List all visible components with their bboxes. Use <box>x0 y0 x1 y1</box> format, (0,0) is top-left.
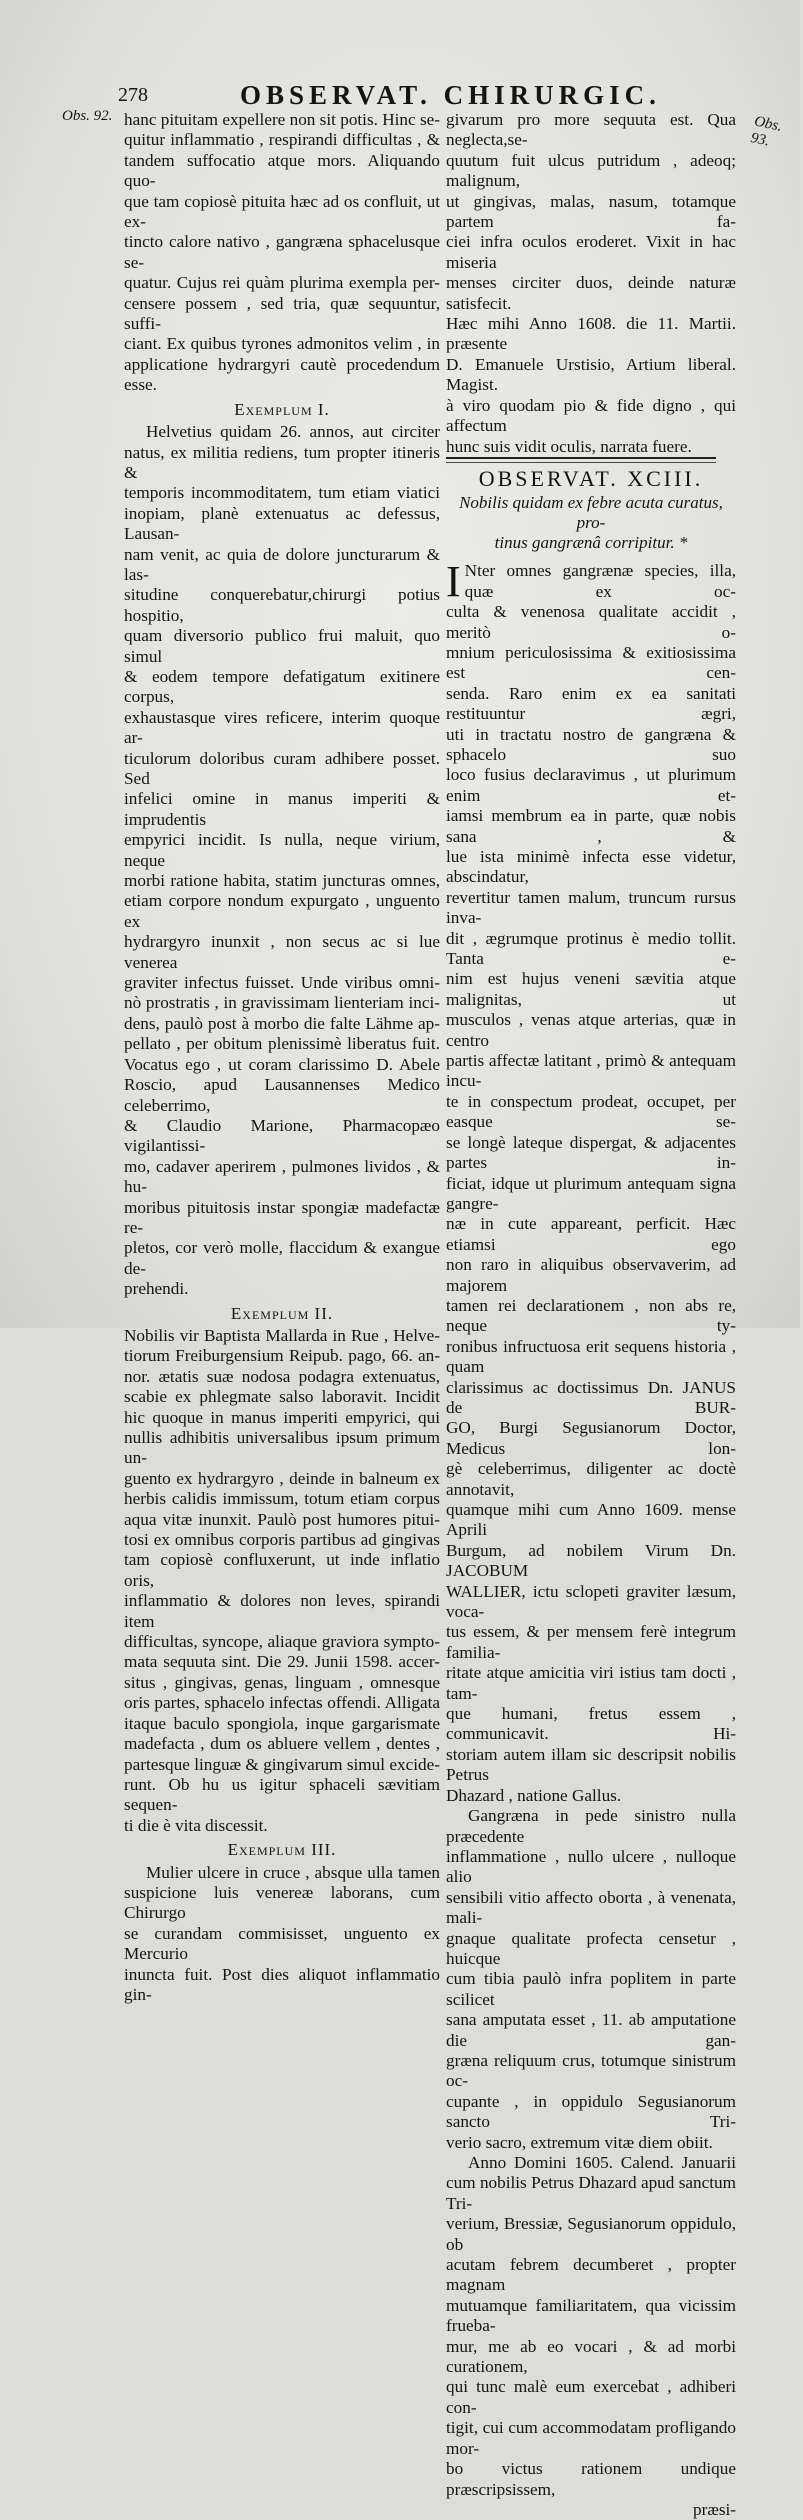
text-line: cum nobilis Petrus Dhazard apud sanctum Tri- <box>446 2173 736 2213</box>
text-line: bo victus rationem undique præscripsissem, <box>446 2459 736 2499</box>
text-line: Roscio, apud Lausannenses Medico celeberrimo, <box>124 1075 440 1115</box>
text-line: quutum fuit ulcus putridum , adeoq; malignum, <box>446 150 736 191</box>
text-line: græna reliquum crus, totumque sinistrum oc- <box>446 2050 736 2091</box>
observation-paragraph-1 <box>446 557 736 1806</box>
text-line: hunc suis vidit oculis, narrata fuere. <box>446 436 692 456</box>
observation-paragraph-2 <box>446 1806 736 2153</box>
text-line: revertitur tamen malum, truncum rursus inva- <box>446 887 736 928</box>
text-line: ut gingivas, malas, nasum, totamque partem fa- <box>446 191 736 232</box>
text-line: cum tibia paulò infra poplitem in parte scilicet <box>446 1969 736 2009</box>
text-line: quamque mihi cum Anno 1609. mense Aprili <box>446 1500 736 1540</box>
text-line: nor. ætatis suæ nodosa podagra extenuatus, <box>124 1366 440 1386</box>
text-line: Vocatus ego , ut coram clarissimo D. Abele <box>124 1054 440 1074</box>
text-line: D. Emanuele Urstisio, Artium liberal. Magist. <box>446 354 736 395</box>
text-line: mur, me ab eo vocari , & ad morbi curationem, <box>446 2336 736 2377</box>
text-line: madefacta , dum os abluere vellem , dentes , <box>124 1734 440 1754</box>
text-line: nim est hujus veneni sævitia atque malignitas, ut <box>446 969 736 1009</box>
text-line: temporis incommoditatem, tum etiam viatici <box>124 483 440 503</box>
text-line: WALLIER, ictu sclopeti graviter læsum, voca- <box>446 1581 736 1622</box>
text-line: graviter infectus fuisset. Unde viribus omni- <box>124 973 440 993</box>
text-line: empyrici incidit. Is nulla, neque virium, neque <box>124 830 440 870</box>
text-line: givarum pro more sequuta est. Qua neglecta,se- <box>446 110 736 150</box>
text-line: scabie ex phlegmate salso laboravit. Incidit <box>124 1387 440 1407</box>
text-line: inopiam, planè extenuatus ac defessus, Lausan- <box>124 503 440 544</box>
text-line: musculos , venas atque arterias, quæ in centro <box>446 1010 736 1050</box>
text-line: acutam febrem decumberet , propter magnam <box>446 2255 736 2295</box>
text-line: inflammatio & dolores non leves, spirandi item <box>124 1591 440 1631</box>
example-3-heading: Exemplum III. <box>227 1840 337 1860</box>
text-line: se curandam commisisset, unguento ex Mercurio <box>124 1923 440 1964</box>
text-line: uti in tractatu nostro de gangræna & sphacelo suo <box>446 724 736 764</box>
text-line: non raro in aliquibus observaverim, ad majorem <box>446 1255 736 1295</box>
text-line: mata sequuta sint. Die 29. Junii 1598. accer- <box>124 1652 440 1672</box>
text-line: tigit, cui cum accommodatam profligando mor- <box>446 2418 736 2458</box>
text-line: moribus pituitosis instar spongiæ madefactæ re- <box>124 1197 440 1237</box>
example-2-heading: Exemplum II. <box>230 1303 334 1323</box>
text-line: culta & venenosa qualitate accidit , meritò o- <box>446 602 736 642</box>
text-line: mnium periculosissima & exitiosissima est cen- <box>446 642 736 683</box>
text-line: pellato , per obitum plenissimè liberatus fuit. <box>124 1034 440 1054</box>
text-line: morbi ratione habita, statim juncturas omnes, <box>124 871 440 891</box>
text-line: situs , gingivas, genas, linguam , omnesque <box>124 1672 440 1692</box>
text-line: inflammatione , nullo ulcere , nulloque alio <box>446 1846 736 1887</box>
text-line: Mulier ulcere in cruce , absque ulla tamen <box>146 1862 440 1882</box>
text-line: & Claudio Marione, Pharmacopæo vigilantissi- <box>124 1115 440 1156</box>
text-line: ficiat, idque ut plurimum antequam signa gangre- <box>446 1173 736 1213</box>
text-line: tam copiosè confluxerunt, ut inde inflatio oris, <box>124 1550 440 1590</box>
text-line: Anno Domini 1605. Calend. Januarii <box>468 2153 736 2172</box>
example-2-paragraph <box>124 1326 440 1836</box>
text-line: natus, ex militia rediens, tum propter itineris & <box>124 442 440 482</box>
text-line: se longè lateque dispergat, & adjacentes partes in- <box>446 1132 736 1173</box>
text-line: cupante , in oppidulo Segusianorum sancto Tri- <box>446 2091 736 2132</box>
text-line: situdine conquerebatur,chirurgi potius hospitio, <box>124 585 440 625</box>
page-number: 278 <box>118 84 148 106</box>
text-line: infelici omine in manus imperiti & imprudentis <box>124 789 440 829</box>
text-line: quam diversorio publico frui maluit, quo simul <box>124 626 440 666</box>
text-line: quitur inflammatio , respirandi difficultas , & <box>124 130 440 150</box>
section-divider <box>446 457 716 463</box>
text-line: esse. <box>124 375 157 395</box>
subtitle-line: tinus gangrænâ corripitur. * <box>494 533 688 553</box>
text-line: partesque linguæ & gingivarum simul excide- <box>124 1754 440 1774</box>
text-line: verium, Bressiæ, Segusianorum oppidulo, ob <box>446 2214 736 2254</box>
text-line: nam venit, ac quia de dolore juncturarum & las- <box>124 544 440 584</box>
text-line: oris partes, sphacelo infectas offendi. Alligata <box>124 1693 440 1713</box>
text-line: hydrargyro inunxit , non secus ac si lue venerea <box>124 932 440 972</box>
text-line: dit , ægrumque protinus è medio tollit. Tanta e- <box>446 928 736 969</box>
example-1-heading: Exemplum I. <box>234 399 330 419</box>
text-line: applicatione hydrargyri cautè procedendum <box>124 354 440 374</box>
text-line: lue ista minimè infecta esse videtur, abscindatur, <box>446 847 736 887</box>
text-line: senda. Raro enim ex ea sanitati restituuntur ægri, <box>446 683 736 724</box>
running-head: OBSERVAT. CHIRURGIC. <box>240 80 661 110</box>
text-line: & eodem tempore defatigatum exitinere corpus, <box>124 666 440 707</box>
text-line: Gangræna in pede sinistro nulla præcedente <box>446 1806 736 1846</box>
text-line: suspicione luis venereæ laborans, cum Chirurgo <box>124 1882 440 1923</box>
text-line: Nter omnes gangrænæ species, illa, quæ ex oc- <box>464 561 736 601</box>
text-line: quatur. Cujus rei quàm plurima exempla per- <box>124 273 440 293</box>
text-line: tamen rei declarationem , non abs re, neque ty- <box>446 1295 736 1336</box>
text-line: ciant. Ex quibus tyrones admonitos velim , in <box>124 334 440 354</box>
text-line: Hæc mihi Anno 1608. die 11. Martii. præsente <box>446 314 736 354</box>
text-line: itaque baculo spongiola, inque gargarismate <box>124 1713 440 1733</box>
observation-heading: OBSERVAT. XCIII. <box>478 465 704 491</box>
text-line: ciei infra oculos eroderet. Vixit in hac miseria <box>446 232 736 272</box>
text-line: ticulorum doloribus curam adhibere posset. Sed <box>124 748 440 788</box>
text-line: que tam copiosè pituita hæc ad os confluit, ut ex- <box>124 191 440 232</box>
text-line: guento ex hydrargyro , deinde in balneum ex <box>124 1468 440 1488</box>
text-line: hanc pituitam expellere non sit potis. Hinc se- <box>124 110 440 129</box>
example-3-paragraph <box>124 1863 440 2006</box>
text-line: herbis calidis immissum, totum etiam corpus <box>124 1489 440 1509</box>
continuation-paragraph <box>446 110 736 457</box>
text-line: Helvetius quidam 26. annos, aut circiter <box>146 422 440 442</box>
text-line: Nobilis vir Baptista Mallarda in Rue , Helve- <box>124 1325 440 1345</box>
text-line: nullis adhibitis universalibus ipsum primum un- <box>124 1428 440 1468</box>
left-column <box>124 110 440 2005</box>
text-line: à viro quodam pio & fide digno , qui affectum <box>446 395 736 436</box>
margin-note-left: Obs. 92. <box>62 108 113 124</box>
subtitle-line: Nobilis quidam ex febre acuta curatus, pro- <box>459 493 723 533</box>
text-line: qui tunc malè eum exercebat , adhiberi con- <box>446 2377 736 2417</box>
text-line: que humani, fretus essem , communicavit. Hi- <box>446 1704 736 1744</box>
right-column <box>446 110 736 2520</box>
text-line: sana amputata esset , 11. ab amputatione die gan- <box>446 2010 736 2050</box>
text-line: dens, paulò post à morbo die falte Lähme ap- <box>124 1013 440 1033</box>
text-line: mutuamque familiaritatem, qua vicissim frueba- <box>446 2295 736 2336</box>
text-line: tandem suffocatio atque mors. Aliquando quo- <box>124 150 440 191</box>
text-line: tus essem, & per mensem ferè integrum familia- <box>446 1622 736 1662</box>
text-line: nò prostratis , in gravissimam lienteriam inci- <box>124 993 440 1013</box>
margin-note-right: Obs. 93. <box>749 113 784 150</box>
text-line: difficultas, syncope, aliaque graviora sympto- <box>124 1632 440 1652</box>
text-line: verio sacro, extremum vitæ diem obiit. <box>446 2132 713 2152</box>
text-line: aqua vitæ inunxit. Paulò post humores pitui- <box>124 1509 440 1529</box>
observation-subtitle <box>446 493 736 553</box>
text-line: ronibus infructuosa erit sequens historia , quam <box>446 1336 736 1377</box>
text-line: storiam autem illam sic descripsit nobilis Petrus <box>446 1744 736 1785</box>
text-line: ti die è vita discessit. <box>124 1815 268 1835</box>
text-line: gnaque qualitate profecta censetur , huicque <box>446 1928 736 1968</box>
text-line: censere possem , sed tria, quæ sequuntur, suffi- <box>124 293 440 334</box>
text-line: mo, cadaver aperirem , pulmones lividos , & hu- <box>124 1156 440 1197</box>
text-line: partis affectæ latitant , primò & antequam incu- <box>446 1051 736 1091</box>
text-line: menses circiter duos, deinde naturæ satisfecit. <box>446 273 736 313</box>
observation-paragraph-3 <box>446 2153 736 2500</box>
text-line: GO, Burgi Segusianorum Doctor, Medicus lon- <box>446 1418 736 1458</box>
text-line: Burgum, ad nobilem Virum Dn. JACOBUM <box>446 1540 736 1581</box>
example-1-paragraph <box>124 422 440 1299</box>
intro-paragraph <box>124 110 440 396</box>
catchword: præsi- <box>693 2499 736 2519</box>
text-line: iamsi membrum ea in parte, quæ nobis sana , & <box>446 806 736 846</box>
text-line: clarissimus ac doctissimus Dn. JANUS de BUR- <box>446 1377 736 1417</box>
text-line: gè celeberrimus, diligenter ac doctè annotavit, <box>446 1459 736 1499</box>
text-line: ritate atque amicitia viri istius tam docti , tam- <box>446 1663 736 1703</box>
text-line: exhaustasque vires reficere, interim quoque ar- <box>124 707 440 748</box>
text-line: Dhazard , natione Gallus. <box>446 1785 622 1805</box>
text-line: loco fusius declaravimus , ut plurimum enim et- <box>446 765 736 805</box>
text-line: etiam corpore nondum expurgato , unguento ex <box>124 891 440 931</box>
text-line: sensibili vitio affecto oborta , à venenata, mali- <box>446 1887 736 1928</box>
text-line: te in conspectum prodeat, occupet, per easque se- <box>446 1091 736 1132</box>
text-line: prehendi. <box>124 1279 189 1299</box>
text-line: næ in cute appareant, perficit. Hæc etiamsi ego <box>446 1214 736 1254</box>
text-line: runt. Ob hu us igitur sphaceli sævitiam sequen- <box>124 1774 440 1815</box>
text-line: inuncta fuit. Post dies aliquot inflammatio gin- <box>124 1964 440 2004</box>
drop-cap: I <box>446 557 461 607</box>
text-line: tiorum Freiburgensium Reipub. pago, 66. an- <box>124 1346 440 1366</box>
text-line: tosi ex omnibus corporis partibus ad gingivas <box>124 1530 440 1550</box>
text-line: tincto calore nativo , gangræna sphacelusque se- <box>124 232 440 272</box>
text-line: pletos, cor verò molle, flaccidum & exangue de- <box>124 1238 440 1278</box>
text-line: hic quoque in manus imperiti empyrici, qui <box>124 1407 440 1427</box>
